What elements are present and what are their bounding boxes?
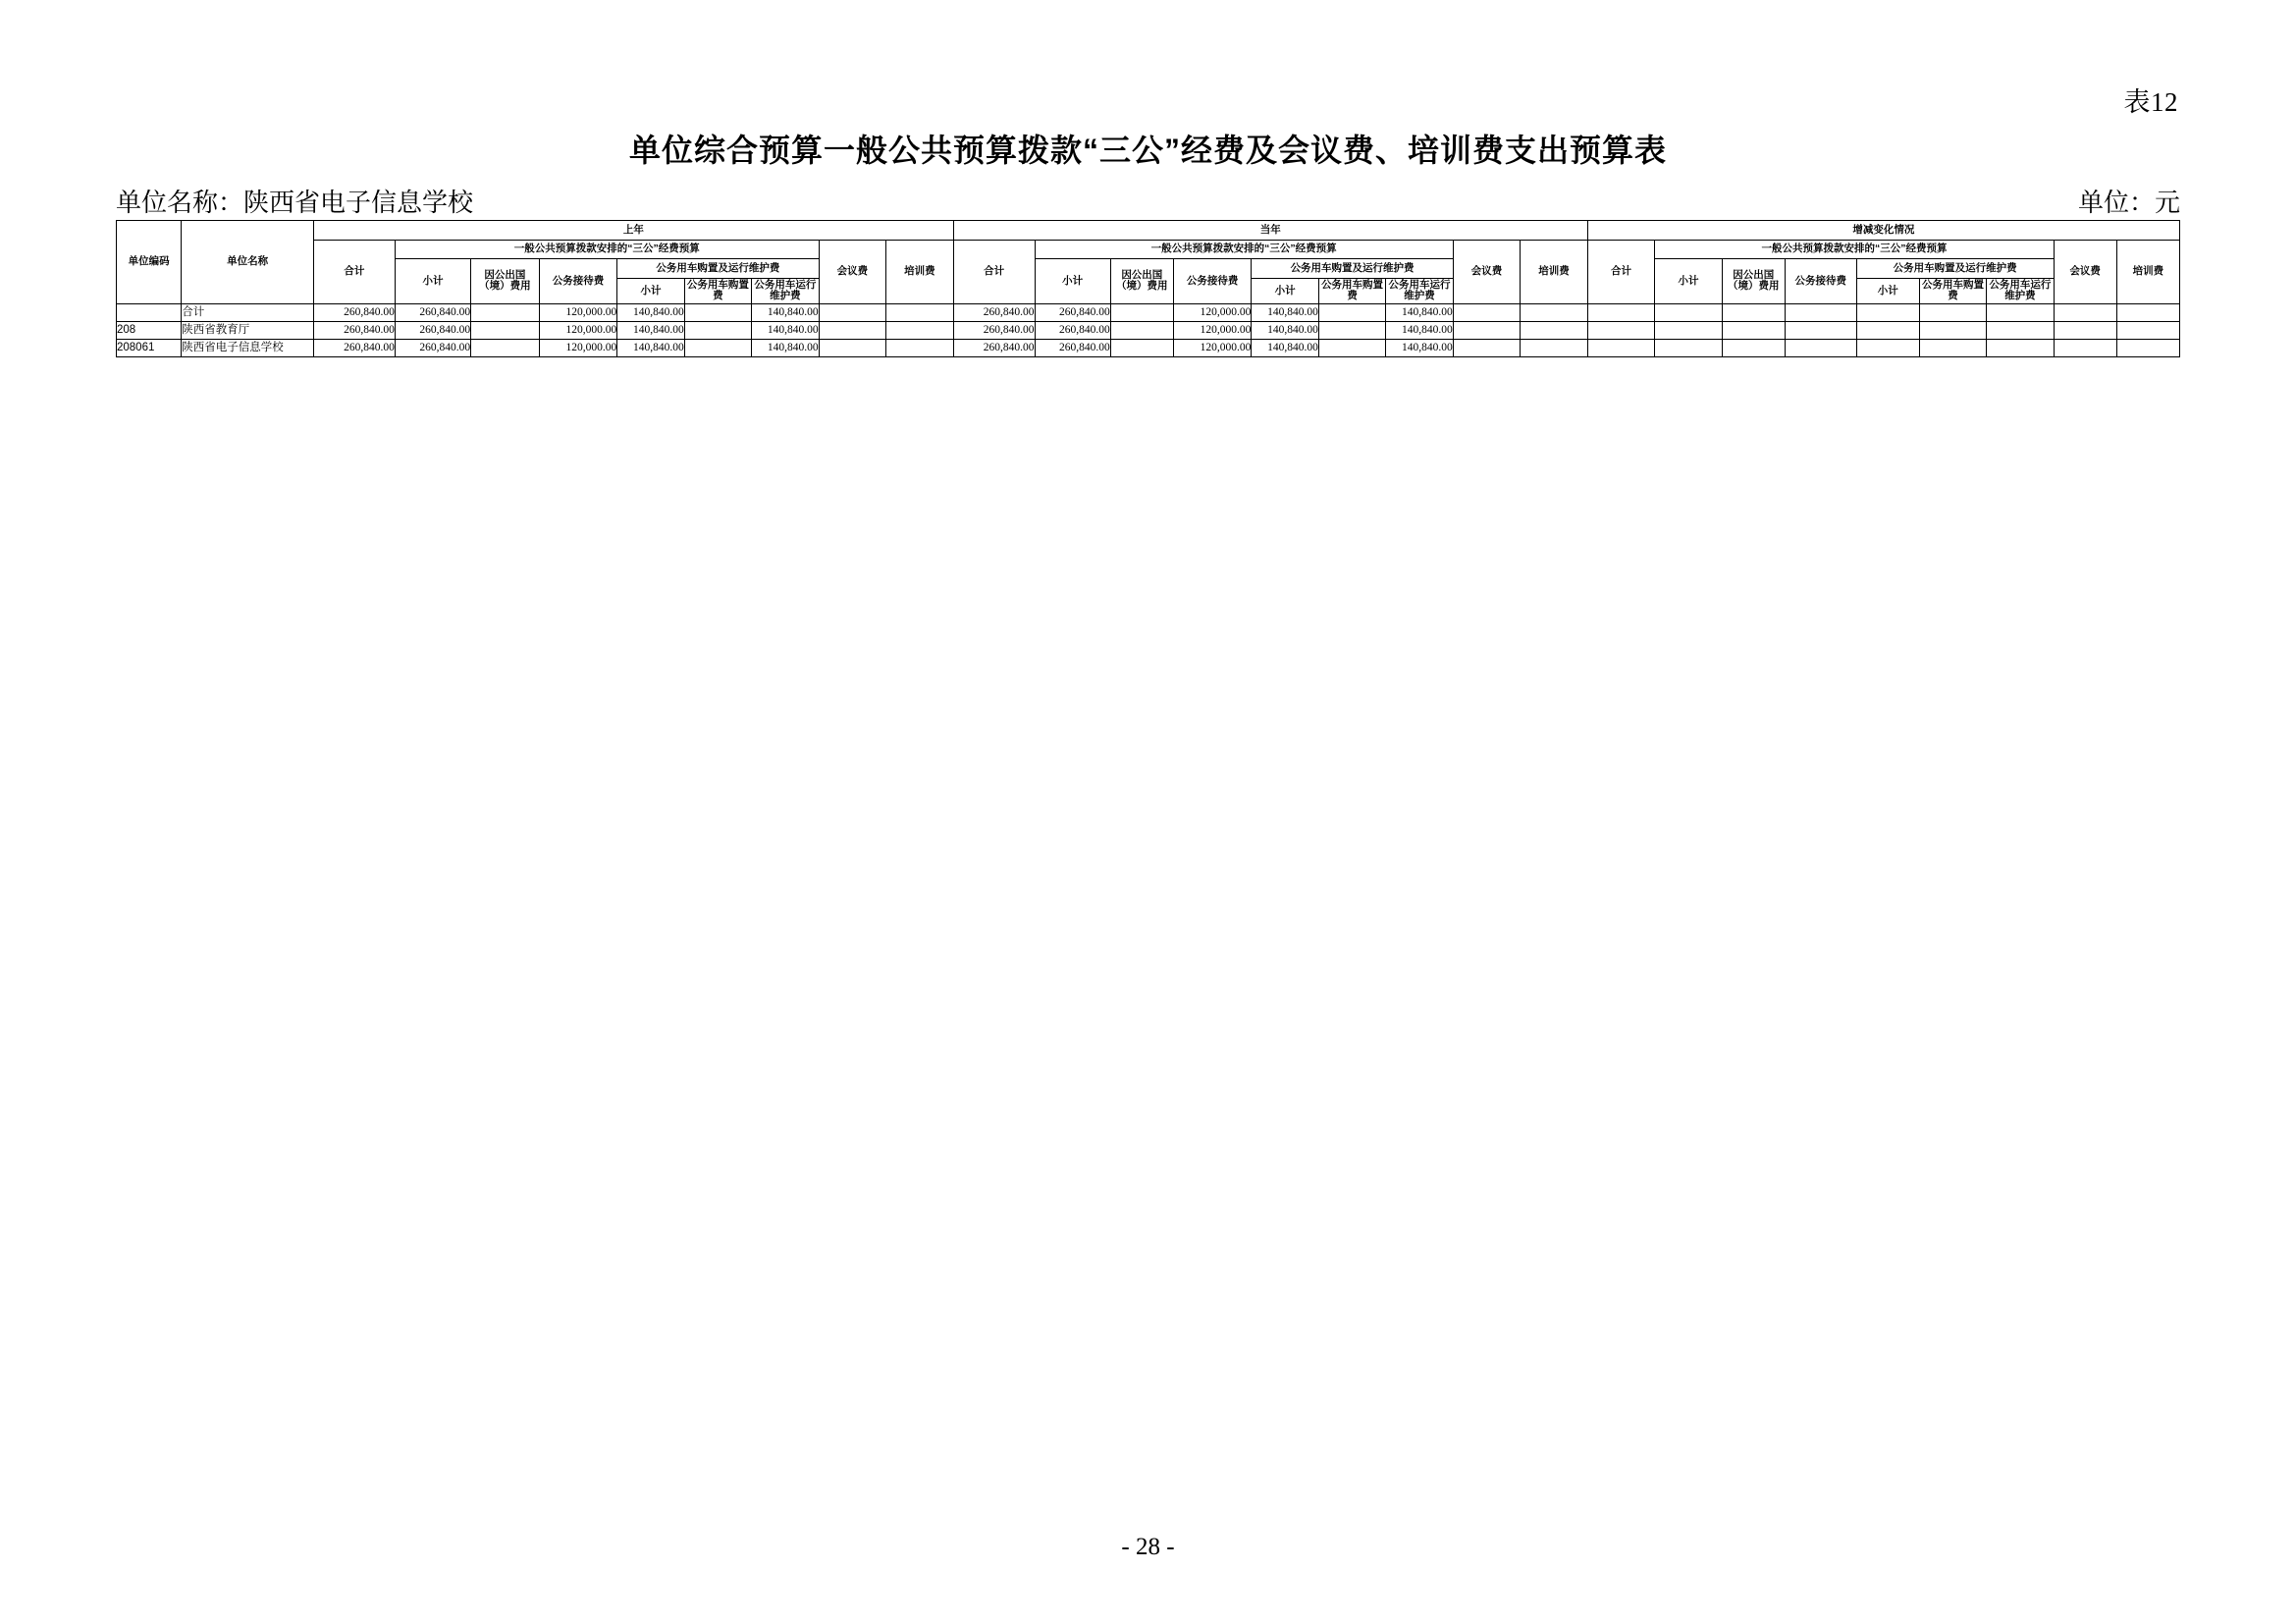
cell-value bbox=[684, 339, 751, 356]
cell-value bbox=[471, 303, 540, 321]
cell-unit-code: 208 bbox=[117, 321, 182, 339]
cell-value: 140,840.00 bbox=[1386, 303, 1453, 321]
header-ch-total: 合计 bbox=[1587, 241, 1654, 304]
header-ly-reception: 公务接待费 bbox=[539, 259, 617, 304]
cell-value: 140,840.00 bbox=[1252, 321, 1318, 339]
header-cy-sangong-title: 一般公共预算拨款安排的“三公”经费预算 bbox=[1035, 241, 1453, 259]
cell-value: 140,840.00 bbox=[752, 303, 819, 321]
cell-value bbox=[684, 321, 751, 339]
cell-value bbox=[2116, 303, 2179, 321]
header-ly-total: 合计 bbox=[314, 241, 396, 304]
cell-value bbox=[1110, 321, 1173, 339]
header-ly-vehicle-group: 公务用车购置及运行维护费 bbox=[617, 259, 819, 279]
table-row bbox=[117, 339, 2180, 356]
header-group-change: 增减变化情况 bbox=[1587, 221, 2179, 241]
cell-value: 140,840.00 bbox=[1252, 339, 1318, 356]
cell-value: 260,840.00 bbox=[314, 321, 396, 339]
cell-value: 120,000.00 bbox=[1173, 303, 1252, 321]
cell-value: 260,840.00 bbox=[314, 303, 396, 321]
cell-value bbox=[2116, 321, 2179, 339]
cell-value: 260,840.00 bbox=[395, 303, 470, 321]
budget-table-body bbox=[117, 303, 2180, 356]
cell-value: 140,840.00 bbox=[1386, 339, 1453, 356]
cell-value bbox=[2054, 321, 2116, 339]
cell-value bbox=[684, 303, 751, 321]
cell-value: 140,840.00 bbox=[1252, 303, 1318, 321]
header-cy-subtotal: 小计 bbox=[1035, 259, 1110, 304]
cell-value: 140,840.00 bbox=[752, 339, 819, 356]
header-group-last-year: 上年 bbox=[314, 221, 954, 241]
cell-value: 260,840.00 bbox=[1035, 303, 1110, 321]
header-cy-reception: 公务接待费 bbox=[1173, 259, 1252, 304]
header-cy-training: 培训费 bbox=[1521, 241, 1588, 304]
cell-value bbox=[1453, 321, 1520, 339]
cell-value bbox=[1987, 339, 2054, 356]
cell-value bbox=[1987, 303, 2054, 321]
cell-value bbox=[1110, 339, 1173, 356]
cell-value bbox=[1722, 339, 1785, 356]
cell-value bbox=[1919, 303, 1986, 321]
unit-name-block bbox=[116, 183, 473, 219]
cell-value bbox=[1587, 321, 1654, 339]
cell-value: 260,840.00 bbox=[953, 321, 1035, 339]
cell-value: 260,840.00 bbox=[395, 321, 470, 339]
cell-value: 260,840.00 bbox=[314, 339, 396, 356]
cell-unit-code: 208061 bbox=[117, 339, 182, 356]
cell-unit-name: 陕西省电子信息学校 bbox=[182, 339, 314, 356]
table-row bbox=[117, 303, 2180, 321]
header-ch-vehicle-group: 公务用车购置及运行维护费 bbox=[1856, 259, 2054, 279]
cell-value bbox=[819, 321, 885, 339]
page-title: 单位综合预算一般公共预算拨款“三公”经费及会议费、培训费支出预算表 bbox=[628, 133, 1667, 168]
meta-row bbox=[116, 183, 2180, 217]
header-ly-abroad: 因公出国（境）费用 bbox=[471, 259, 540, 304]
header-ch-reception: 公务接待费 bbox=[1785, 259, 1856, 304]
cell-value bbox=[1521, 321, 1588, 339]
cell-value bbox=[1521, 303, 1588, 321]
header-group-current-year: 当年 bbox=[953, 221, 1587, 241]
cell-value bbox=[1785, 321, 1856, 339]
header-ch-vehicle-operate: 公务用车运行维护费 bbox=[1987, 279, 2054, 304]
cell-value bbox=[1722, 321, 1785, 339]
header-cy-abroad: 因公出国（境）费用 bbox=[1110, 259, 1173, 304]
cell-value bbox=[886, 303, 954, 321]
header-ch-meeting: 会议费 bbox=[2054, 241, 2116, 304]
unit-name-label: 单位名称： bbox=[116, 189, 244, 217]
cell-value bbox=[1919, 321, 1986, 339]
cell-value: 260,840.00 bbox=[953, 339, 1035, 356]
cell-value: 140,840.00 bbox=[1386, 321, 1453, 339]
header-ch-abroad: 因公出国（境）费用 bbox=[1722, 259, 1785, 304]
table-row bbox=[117, 321, 2180, 339]
header-ly-sangong-title: 一般公共预算拨款安排的“三公”经费预算 bbox=[395, 241, 819, 259]
cell-unit-code bbox=[117, 303, 182, 321]
page-number: - 28 - bbox=[1121, 1534, 1175, 1560]
header-ly-meeting: 会议费 bbox=[819, 241, 885, 304]
cell-value bbox=[1587, 303, 1654, 321]
cell-value bbox=[1521, 339, 1588, 356]
header-cy-vehicle-subtotal: 小计 bbox=[1252, 279, 1318, 304]
cell-value bbox=[886, 339, 954, 356]
cell-value: 140,840.00 bbox=[752, 321, 819, 339]
header-cy-vehicle-operate: 公务用车运行维护费 bbox=[1386, 279, 1453, 304]
header-cy-vehicle-purchase: 公务用车购置费 bbox=[1318, 279, 1385, 304]
header-ly-training: 培训费 bbox=[886, 241, 954, 304]
cell-value bbox=[1110, 303, 1173, 321]
cell-value bbox=[1722, 303, 1785, 321]
cell-value: 120,000.00 bbox=[539, 303, 617, 321]
header-ch-vehicle-purchase: 公务用车购置费 bbox=[1919, 279, 1986, 304]
cell-value bbox=[1318, 321, 1385, 339]
cell-value bbox=[1655, 339, 1722, 356]
cell-value bbox=[2054, 303, 2116, 321]
header-ch-subtotal: 小计 bbox=[1655, 259, 1722, 304]
cell-value bbox=[819, 303, 885, 321]
cell-value: 260,840.00 bbox=[1035, 339, 1110, 356]
cell-value bbox=[819, 339, 885, 356]
cell-value bbox=[1453, 339, 1520, 356]
cell-value bbox=[1318, 303, 1385, 321]
cell-value bbox=[2054, 339, 2116, 356]
cell-value bbox=[2116, 339, 2179, 356]
header-ly-subtotal: 小计 bbox=[395, 259, 470, 304]
unit-name-value: 陕西省电子信息学校 bbox=[243, 189, 474, 217]
cell-value: 140,840.00 bbox=[617, 303, 684, 321]
header-cy-meeting: 会议费 bbox=[1453, 241, 1520, 304]
cell-value bbox=[1785, 339, 1856, 356]
header-cy-total: 合计 bbox=[953, 241, 1035, 304]
header-ly-vehicle-purchase: 公务用车购置费 bbox=[684, 279, 751, 304]
cell-value: 140,840.00 bbox=[617, 339, 684, 356]
cell-value: 260,840.00 bbox=[395, 339, 470, 356]
header-ly-vehicle-operate: 公务用车运行维护费 bbox=[752, 279, 819, 304]
cell-value: 260,840.00 bbox=[1035, 321, 1110, 339]
cell-value bbox=[1987, 321, 2054, 339]
cell-value bbox=[1318, 339, 1385, 356]
header-unit-name: 单位名称 bbox=[182, 221, 314, 304]
cell-value bbox=[471, 321, 540, 339]
cell-value: 120,000.00 bbox=[1173, 321, 1252, 339]
cell-value bbox=[1856, 303, 1919, 321]
cell-value: 120,000.00 bbox=[539, 339, 617, 356]
cell-value bbox=[1919, 339, 1986, 356]
cell-value: 260,840.00 bbox=[953, 303, 1035, 321]
cell-value bbox=[886, 321, 954, 339]
cell-value bbox=[1655, 321, 1722, 339]
cell-value bbox=[471, 339, 540, 356]
cell-value bbox=[1856, 321, 1919, 339]
header-ch-sangong-title: 一般公共预算拨款安排的“三公”经费预算 bbox=[1655, 241, 2054, 259]
budget-table bbox=[116, 220, 2180, 357]
currency-label: 单位：元 bbox=[2077, 189, 2180, 217]
header-ch-training: 培训费 bbox=[2116, 241, 2179, 304]
header-ch-vehicle-subtotal: 小计 bbox=[1856, 279, 1919, 304]
cell-value bbox=[1785, 303, 1856, 321]
cell-unit-name: 陕西省教育厅 bbox=[182, 321, 314, 339]
cell-value: 120,000.00 bbox=[1173, 339, 1252, 356]
cell-unit-name: 合计 bbox=[182, 303, 314, 321]
header-ly-vehicle-subtotal: 小计 bbox=[617, 279, 684, 304]
budget-table-wrap bbox=[116, 220, 2180, 357]
cell-value bbox=[1655, 303, 1722, 321]
cell-value: 120,000.00 bbox=[539, 321, 617, 339]
cell-value: 140,840.00 bbox=[617, 321, 684, 339]
cell-value bbox=[1856, 339, 1919, 356]
cell-value bbox=[1453, 303, 1520, 321]
sheet-tag: 表12 bbox=[2123, 87, 2178, 117]
header-cy-vehicle-group: 公务用车购置及运行维护费 bbox=[1252, 259, 1453, 279]
header-unit-code: 单位编码 bbox=[117, 221, 182, 304]
cell-value bbox=[1587, 339, 1654, 356]
